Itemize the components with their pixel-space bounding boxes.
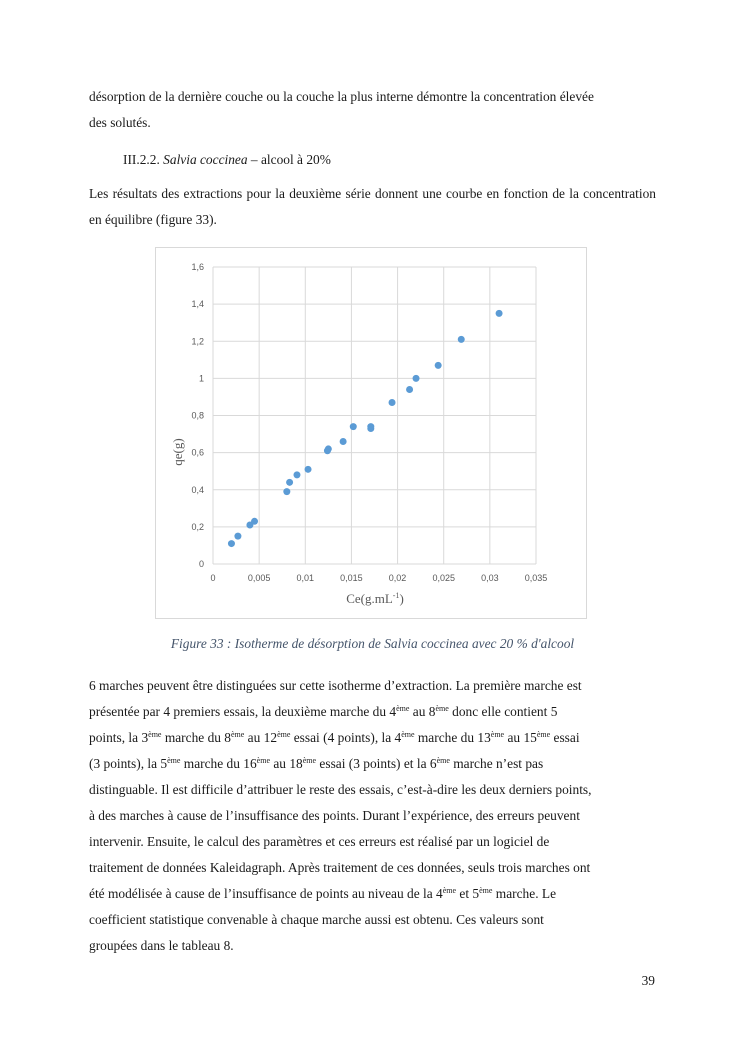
text: essai bbox=[550, 730, 580, 745]
line: traitement de données Kaleidagraph. Après traitement de ces données, seuls trois marches ont bbox=[89, 860, 591, 875]
y-tick-label: 0,8 bbox=[191, 410, 204, 421]
x-axis-title: $Ce(g.mL^{-1})$ bbox=[346, 591, 404, 606]
y-tick-label: 0,6 bbox=[191, 447, 204, 458]
line: désorption de la dernière couche ou la couche la plus interne démontre la concentration élevée bbox=[89, 89, 594, 104]
data-point bbox=[496, 310, 503, 317]
y-tick-labels bbox=[191, 262, 204, 569]
sup: ème bbox=[277, 730, 291, 739]
text: présentée par 4 premiers essais, la deuxième marche du 4 bbox=[89, 704, 397, 719]
sup: ème bbox=[479, 886, 493, 895]
text: au 15 bbox=[504, 730, 537, 745]
sup: ème bbox=[148, 730, 162, 739]
text: été modélisée à cause de l’insuffisance de points au niveau de la 4 bbox=[89, 886, 443, 901]
data-points bbox=[228, 310, 503, 547]
line: à des marches à cause de l’insuffisance des points. Durant l’expérience, des erreurs peuvent bbox=[89, 808, 580, 823]
sup: ème bbox=[231, 730, 245, 739]
text: au 18 bbox=[270, 756, 303, 771]
x-tick-label: 0,01 bbox=[296, 573, 315, 583]
y-tick-label: 0,2 bbox=[191, 521, 204, 532]
y-tick-label: 0 bbox=[198, 559, 204, 569]
data-point bbox=[435, 362, 442, 369]
text: points, la 3 bbox=[89, 730, 149, 745]
line: distinguable. Il est difficile d’attribuer le reste des essais, c’est-à-dire les deux derniers points, bbox=[89, 782, 592, 797]
line: 6 marches peuvent être distinguées sur cette isotherme d’extraction. La première marche est bbox=[89, 678, 582, 693]
data-point bbox=[286, 479, 293, 486]
section-suffix: – alcool à 20% bbox=[247, 152, 331, 167]
data-point bbox=[350, 423, 357, 430]
sup: ème bbox=[442, 886, 457, 895]
text: marche. Le bbox=[492, 886, 557, 901]
line: intervenir. Ensuite, le calcul des paramètres et ces erreurs est réalisé par un logiciel de bbox=[89, 834, 550, 849]
text: au 12 bbox=[244, 730, 278, 745]
paragraph-continuation bbox=[89, 84, 656, 136]
x-tick-label: 0,025 bbox=[432, 573, 455, 583]
data-point bbox=[367, 423, 374, 430]
x-tick-label: 0,035 bbox=[524, 573, 548, 583]
y-tick-label: 0,4 bbox=[191, 484, 204, 495]
y-tick-label: 1,2 bbox=[191, 336, 204, 347]
intro-paragraph: Les résultats des extractions pour la deuxième série donnent une courbe en fonction de la concentration en équilibre (figure 33). bbox=[89, 186, 656, 227]
data-point bbox=[305, 466, 312, 473]
species-name: Salvia coccinea bbox=[163, 152, 248, 167]
x-tick-label: 0,02 bbox=[388, 573, 407, 583]
page-number: 39 bbox=[641, 973, 655, 988]
scatter-chart bbox=[155, 247, 587, 619]
x-tick-labels bbox=[210, 573, 547, 583]
y-tick-label: 1,4 bbox=[191, 299, 204, 310]
data-point bbox=[228, 540, 235, 547]
data-point bbox=[406, 386, 413, 393]
data-point bbox=[389, 399, 396, 406]
text: marche n’est pas bbox=[449, 756, 544, 771]
y-axis-title: qe(g) bbox=[170, 438, 185, 466]
data-point bbox=[413, 375, 420, 382]
text: au 8 bbox=[409, 704, 436, 719]
text: marche du 16 bbox=[180, 756, 257, 771]
sup: ème bbox=[167, 756, 181, 765]
sup: ème bbox=[302, 756, 317, 765]
figure-caption: Figure 33 : Isotherme de désorption de Salvia coccinea avec 20 % d'alcool bbox=[170, 636, 575, 651]
x-tick-label: 0,03 bbox=[481, 573, 499, 583]
line: des solutés. bbox=[89, 115, 151, 130]
section-heading bbox=[123, 147, 331, 173]
section-number: III.2.2. bbox=[123, 152, 160, 167]
sup: ème bbox=[436, 756, 450, 765]
text: (3 points), la 5 bbox=[89, 756, 168, 771]
x-tick-label: 0,005 bbox=[247, 573, 271, 583]
line: groupées dans le tableau 8. bbox=[89, 938, 234, 953]
sup: ème bbox=[536, 730, 551, 739]
sup: ème bbox=[435, 704, 449, 713]
text: donc elle contient 5 bbox=[448, 704, 558, 719]
x-tick-label: 0,015 bbox=[340, 573, 363, 583]
data-point bbox=[251, 518, 258, 525]
data-point bbox=[458, 336, 465, 343]
data-point bbox=[234, 533, 241, 540]
chart-grid bbox=[213, 267, 536, 564]
data-point bbox=[293, 471, 300, 478]
sup: ème bbox=[401, 730, 415, 739]
data-point bbox=[325, 445, 332, 452]
sup: ème bbox=[256, 756, 270, 765]
data-point bbox=[340, 438, 347, 445]
text: marche du 8 bbox=[161, 730, 231, 745]
text: et 5 bbox=[456, 886, 480, 901]
x-tick-label: 0 bbox=[210, 573, 216, 583]
sup: ème bbox=[490, 730, 505, 739]
data-point bbox=[283, 488, 290, 495]
body-paragraph bbox=[89, 673, 656, 959]
line: coefficient statistique convenable à chaque marche aussi est obtenu. Ces valeurs sont bbox=[89, 912, 544, 927]
text: marche du 13 bbox=[414, 730, 491, 745]
text: essai (4 points), la 4 bbox=[290, 730, 402, 745]
y-tick-label: 1 bbox=[198, 373, 204, 384]
text: essai (3 points) et la 6 bbox=[316, 756, 437, 771]
sup: ème bbox=[396, 704, 410, 713]
y-tick-label: 1,6 bbox=[191, 262, 204, 272]
